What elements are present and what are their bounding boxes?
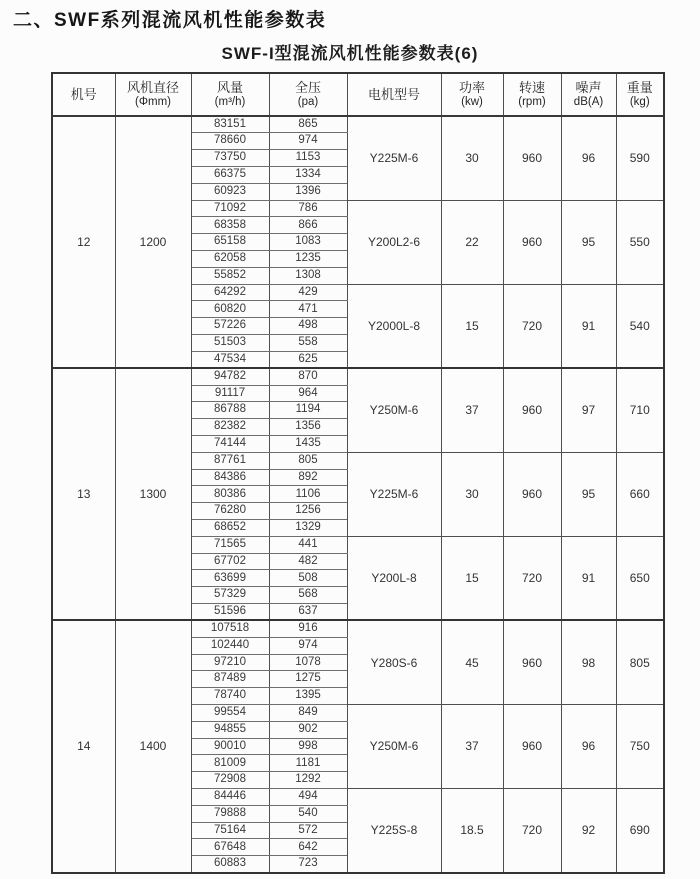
flow-cell: 67648 <box>191 839 269 856</box>
flow-cell: 86788 <box>191 402 269 419</box>
header-label: 功率 <box>458 80 485 95</box>
pressure-cell: 786 <box>269 200 347 217</box>
header-label: 重量 <box>626 80 653 95</box>
pressure-cell: 1396 <box>269 183 347 200</box>
pressure-cell: 998 <box>269 738 347 755</box>
header-flow <box>191 73 269 116</box>
pressure-cell: 568 <box>269 587 347 604</box>
pressure-cell: 498 <box>269 318 347 335</box>
noise-cell: 95 <box>561 200 616 284</box>
header-label: 风机直径 <box>126 80 179 95</box>
motor-model-cell: Y225S-8 <box>347 789 441 873</box>
flow-cell: 82382 <box>191 419 269 436</box>
header-unit: (kw) <box>461 96 483 108</box>
power-cell: 37 <box>441 368 503 452</box>
pressure-cell: 1106 <box>269 486 347 503</box>
pressure-cell: 892 <box>269 469 347 486</box>
flow-cell: 87489 <box>191 671 269 688</box>
motor-model-cell: Y225M-6 <box>347 116 441 200</box>
pressure-cell: 1292 <box>269 772 347 789</box>
speed-cell: 720 <box>503 536 561 620</box>
pressure-cell: 1194 <box>269 402 347 419</box>
header-label: 噪声 <box>575 80 602 95</box>
pressure-cell: 642 <box>269 839 347 856</box>
flow-cell: 90010 <box>191 738 269 755</box>
motor-model-cell: Y280S-6 <box>347 620 441 704</box>
flow-cell: 80386 <box>191 486 269 503</box>
flow-cell: 62058 <box>191 251 269 268</box>
speed-cell: 960 <box>503 116 561 200</box>
noise-cell: 91 <box>561 536 616 620</box>
fan-performance-table <box>51 72 665 874</box>
flow-cell: 78660 <box>191 133 269 150</box>
power-cell: 45 <box>441 620 503 704</box>
weight-cell: 540 <box>616 284 664 368</box>
machine-no-cell: 14 <box>52 620 115 872</box>
header-unit: (kg) <box>629 96 650 108</box>
table-row <box>52 368 664 385</box>
pressure-cell: 1235 <box>269 251 347 268</box>
pressure-cell: 494 <box>269 789 347 806</box>
power-cell: 22 <box>441 200 503 284</box>
speed-cell: 960 <box>503 452 561 536</box>
flow-cell: 84386 <box>191 469 269 486</box>
power-cell: 15 <box>441 284 503 368</box>
noise-cell: 91 <box>561 284 616 368</box>
weight-cell: 660 <box>616 452 664 536</box>
machine-no-cell: 12 <box>52 116 115 368</box>
flow-cell: 47534 <box>191 351 269 368</box>
flow-cell: 60820 <box>191 301 269 318</box>
speed-cell: 720 <box>503 284 561 368</box>
pressure-cell: 974 <box>269 133 347 150</box>
speed-cell: 960 <box>503 200 561 284</box>
pressure-cell: 508 <box>269 570 347 587</box>
pressure-cell: 1153 <box>269 150 347 167</box>
pressure-cell: 902 <box>269 721 347 738</box>
power-cell: 30 <box>441 116 503 200</box>
flow-cell: 65158 <box>191 234 269 251</box>
flow-cell: 57329 <box>191 587 269 604</box>
motor-model-cell: Y200L2-6 <box>347 200 441 284</box>
flow-cell: 60883 <box>191 856 269 873</box>
pressure-cell: 1083 <box>269 234 347 251</box>
pressure-cell: 723 <box>269 856 347 873</box>
flow-cell: 55852 <box>191 267 269 284</box>
pressure-cell: 558 <box>269 335 347 352</box>
speed-cell: 960 <box>503 620 561 704</box>
flow-cell: 68358 <box>191 217 269 234</box>
weight-cell: 690 <box>616 789 664 873</box>
flow-cell: 63699 <box>191 570 269 587</box>
header-unit: (m³/h) <box>214 96 246 108</box>
header-diameter <box>115 73 191 116</box>
weight-cell: 590 <box>616 116 664 200</box>
header-label: 机号 <box>70 86 97 102</box>
machine-no-cell: 13 <box>52 368 115 620</box>
pressure-cell: 540 <box>269 805 347 822</box>
table-body <box>52 116 664 873</box>
pressure-cell: 441 <box>269 536 347 553</box>
header-label: 转速 <box>518 80 545 95</box>
flow-cell: 72908 <box>191 772 269 789</box>
header-power <box>441 73 503 116</box>
pressure-cell: 572 <box>269 822 347 839</box>
flow-cell: 51503 <box>191 335 269 352</box>
pressure-cell: 865 <box>269 116 347 133</box>
flow-cell: 94782 <box>191 368 269 385</box>
pressure-cell: 471 <box>269 301 347 318</box>
flow-cell: 71565 <box>191 536 269 553</box>
power-cell: 18.5 <box>441 789 503 873</box>
flow-cell: 84446 <box>191 789 269 806</box>
page-title: 二、SWF系列混流风机性能参数表 <box>13 10 327 31</box>
pressure-cell: 916 <box>269 620 347 637</box>
flow-cell: 83151 <box>191 116 269 133</box>
flow-cell: 51596 <box>191 604 269 621</box>
pressure-cell: 1334 <box>269 166 347 183</box>
table-subtitle: SWF-I型混流风机性能参数表(6) <box>221 44 479 63</box>
weight-cell: 650 <box>616 536 664 620</box>
flow-cell: 102440 <box>191 637 269 654</box>
table-row <box>52 620 664 637</box>
header-unit: (Φmm) <box>135 96 171 108</box>
table-row <box>52 116 664 133</box>
flow-cell: 66375 <box>191 166 269 183</box>
pressure-cell: 1356 <box>269 419 347 436</box>
header-label: 风量 <box>216 80 243 95</box>
pressure-cell: 805 <box>269 452 347 469</box>
pressure-cell: 637 <box>269 604 347 621</box>
flow-cell: 73750 <box>191 150 269 167</box>
noise-cell: 96 <box>561 704 616 788</box>
diameter-cell: 1200 <box>115 116 191 368</box>
header-row <box>52 73 664 116</box>
motor-model-cell: Y200L-8 <box>347 536 441 620</box>
header-pressure <box>269 73 347 116</box>
flow-cell: 71092 <box>191 200 269 217</box>
pressure-cell: 974 <box>269 637 347 654</box>
motor-model-cell: Y250M-6 <box>347 704 441 788</box>
pressure-cell: 1329 <box>269 520 347 537</box>
flow-cell: 79888 <box>191 805 269 822</box>
diameter-cell: 1400 <box>115 620 191 872</box>
flow-cell: 64292 <box>191 284 269 301</box>
header-unit: (pa) <box>297 96 319 108</box>
pressure-cell: 1308 <box>269 267 347 284</box>
header-motor-model <box>347 73 441 116</box>
motor-model-cell: Y2000L-8 <box>347 284 441 368</box>
header-weight <box>616 73 664 116</box>
flow-cell: 97210 <box>191 654 269 671</box>
pressure-cell: 964 <box>269 385 347 402</box>
header-unit: dB(A) <box>573 96 604 108</box>
pressure-cell: 1435 <box>269 435 347 452</box>
pressure-cell: 429 <box>269 284 347 301</box>
flow-cell: 81009 <box>191 755 269 772</box>
flow-cell: 76280 <box>191 503 269 520</box>
power-cell: 30 <box>441 452 503 536</box>
motor-model-cell: Y250M-6 <box>347 368 441 452</box>
weight-cell: 550 <box>616 200 664 284</box>
flow-cell: 57226 <box>191 318 269 335</box>
weight-cell: 805 <box>616 620 664 704</box>
motor-model-cell: Y225M-6 <box>347 452 441 536</box>
noise-cell: 96 <box>561 116 616 200</box>
pressure-cell: 849 <box>269 704 347 721</box>
pressure-cell: 1078 <box>269 654 347 671</box>
pressure-cell: 1181 <box>269 755 347 772</box>
speed-cell: 720 <box>503 789 561 873</box>
noise-cell: 98 <box>561 620 616 704</box>
flow-cell: 99554 <box>191 704 269 721</box>
weight-cell: 750 <box>616 704 664 788</box>
flow-cell: 87761 <box>191 452 269 469</box>
pressure-cell: 870 <box>269 368 347 385</box>
pressure-cell: 1275 <box>269 671 347 688</box>
speed-cell: 960 <box>503 368 561 452</box>
flow-cell: 94855 <box>191 721 269 738</box>
noise-cell: 92 <box>561 789 616 873</box>
header-speed <box>503 73 561 116</box>
flow-cell: 75164 <box>191 822 269 839</box>
flow-cell: 68652 <box>191 520 269 537</box>
power-cell: 15 <box>441 536 503 620</box>
weight-cell: 710 <box>616 368 664 452</box>
pressure-cell: 1256 <box>269 503 347 520</box>
pressure-cell: 866 <box>269 217 347 234</box>
noise-cell: 97 <box>561 368 616 452</box>
pressure-cell: 625 <box>269 351 347 368</box>
header-label: 电机型号 <box>367 86 420 102</box>
flow-cell: 78740 <box>191 688 269 705</box>
noise-cell: 95 <box>561 452 616 536</box>
diameter-cell: 1300 <box>115 368 191 620</box>
flow-cell: 60923 <box>191 183 269 200</box>
flow-cell: 74144 <box>191 435 269 452</box>
header-label: 全压 <box>294 80 321 95</box>
speed-cell: 960 <box>503 704 561 788</box>
header-machine-no <box>52 73 115 116</box>
header-unit: (rpm) <box>518 96 546 108</box>
header-noise <box>561 73 616 116</box>
pressure-cell: 482 <box>269 553 347 570</box>
flow-cell: 67702 <box>191 553 269 570</box>
power-cell: 37 <box>441 704 503 788</box>
pressure-cell: 1395 <box>269 688 347 705</box>
flow-cell: 107518 <box>191 620 269 637</box>
flow-cell: 91117 <box>191 385 269 402</box>
